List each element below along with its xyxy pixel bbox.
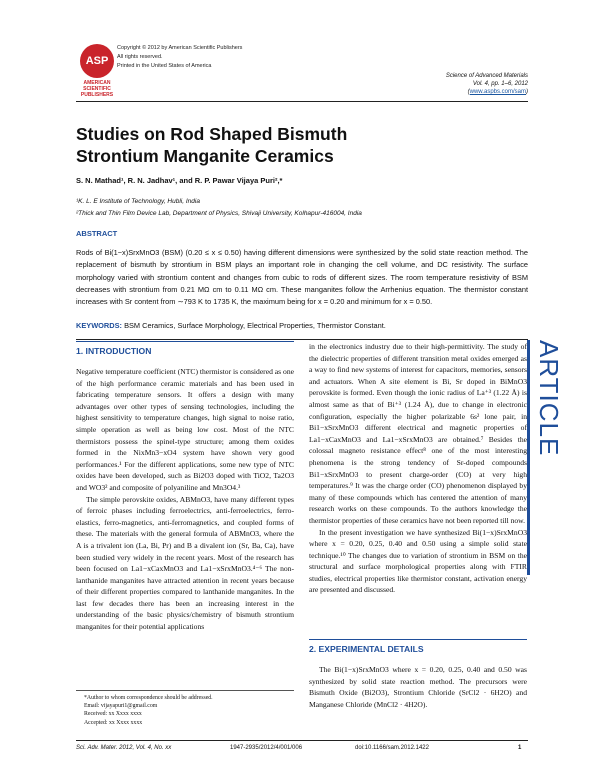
abstract-heading: ABSTRACT	[76, 229, 118, 238]
experimental-heading: 2. EXPERIMENTAL DETAILS	[309, 644, 424, 654]
paragraph: in the electronics industry due to their high-permittivity. The study of the dielectric properties of different transition metal oxides emerged as a way to find new systems of interest for capacitors, memories, sensors and actuators. When A site element is Bi, Sr doped in BiMnO3 perovskite is formed. Even though the ionic radius of La⁺³ (1.22 Å) is almost same as that of Bi⁺³ (1.24 Å), due to change in electronic configuration, especially the higher polarizable 6s² lone pair, in Bi1−xSrxMnO3 different electrical and magnetic properties of La1−xCaxMnO3 and La1−xSrxMnO3 are obtained.⁷ Besides the colossal magneto resistance effect⁸ one of the most interesting phenomena is the strong tendency of Sr-doped compounds Bi1−xSrxMnO3 to present charge-order (CO) at very high temperatures.⁹ It was the charge order (CO) phenomenon displayed by many of these compounds which has centered the attention of many research works on these compounds. To the authors knowledge the thermistor properties of these ceramics have not been reported till now.	[309, 342, 527, 525]
paragraph: The simple perovskite oxides, ABMnO3, have many different types of ferroic phases including ferroelectrics, anti-ferroelectrics, ferro-elastics, ferro-magnetics, anti-ferromagnetics, and coupled forms of these. The materials with the general formula of ABMnO3, where the A is a trivalent ion (La, Bi, Pr) and B a divalent ion (Sr, Ba, Ca), have been studied very widely in the recent years. Most of the research has been focused on La1−xCaxMnO3 and La1−xSrxMnO3.⁴⁻⁶ The non-lanthanide manganites have attracted attention in recent years because of their different properties compared to lanthanide manganites. In the last few decades there has been an increasing interest in the understanding of the basic physics/chemistry of bismuth strontium manganites for their potential applications	[76, 494, 294, 632]
footer-divider	[76, 740, 528, 741]
footnote-rule	[76, 690, 294, 691]
footer-citation: Sci. Adv. Mater. 2012, Vol. 4, No. xx	[76, 745, 172, 751]
keywords-text: BSM Ceramics, Surface Morphology, Electrical Properties, Thermistor Constant.	[124, 321, 386, 330]
journal-url[interactable]: www.aspbs.com/sam	[469, 89, 526, 95]
introduction-heading: 1. INTRODUCTION	[76, 346, 152, 356]
logo-text: AMERICAN SCIENTIFIC PUBLISHERS	[80, 80, 114, 98]
journal-volume: Vol. 4, pp. 1–6, 2012	[472, 81, 528, 87]
affiliation-1: ¹K. L. E Institute of Technology, Hubli, India	[76, 198, 200, 205]
authors: S. N. Mathad¹, R. N. Jadhav¹, and R. P. Pawar Vijaya Puri²,*	[76, 176, 283, 185]
title-line-1: Studies on Rod Shaped Bismuth	[76, 124, 348, 144]
paper-title	[76, 123, 456, 167]
footnote-accepted: Accepted: xx Xxxx xxxx	[84, 719, 143, 726]
journal-info: Science of Advanced Materials Vol. 4, pp. 1–6, 2012 (www.aspbs.com/sam)	[445, 73, 528, 95]
logo-badge: ASP	[80, 44, 114, 78]
journal-name: Science of Advanced Materials	[445, 73, 528, 79]
experimental-text: The Bi(1−x)SrxMnO3 where x = 0.20, 0.25, 0.40 and 0.50 was synthesized by solid state reaction method. The precursors were Bismuth Oxide (Bi2O3), Strontium Chloride (SrCl2 · 6H2O) and Manganese Chloride (MnCl2 · 4H2O).	[309, 665, 527, 709]
copyright-line: Copyright © 2012 by American Scientific Publishers	[117, 45, 243, 51]
affiliation-2: ²Thick and Thin Film Device Lab, Department of Physics, Shivaji University, Kolhapur-416004, India	[76, 210, 362, 217]
title-line-2: Strontium Manganite Ceramics	[76, 146, 334, 166]
affiliations	[76, 196, 362, 220]
footnote	[76, 694, 302, 727]
footer-page-number: 1	[518, 745, 522, 751]
keywords-label: KEYWORDS:	[76, 321, 122, 330]
introduction-left-text	[76, 366, 294, 633]
footnote-received: Received: xx Xxxx xxxx	[84, 711, 142, 718]
article-side-tab	[527, 340, 564, 575]
experimental-rule	[309, 639, 527, 640]
rights-line: All rights reserved.	[117, 54, 163, 60]
publisher-logo	[77, 44, 117, 98]
paragraph: Negative temperature coefficient (NTC) thermistor is considered as one of the high performance ceramic materials and has been used in fabricating temperature sensors. It offers a design with many advantages over other types of sensing technologies, including the highest sensitivity to temperature changes, high signal to noise ratio, simple operation as well as being low cost. Most of the NTC thermistors possess the spinel-type structure; among them oxides formed in the NixMn3−xO4 system have shown very good performances.¹ For the different applications, some new type of NTC oxides have been developed, such as Bi2O3 doped with TiO2, Ta2O3 and WO3² and composite of polyaniline and Mn3O4.³	[76, 367, 294, 492]
left-section-rule	[76, 341, 294, 342]
introduction-right-text	[309, 341, 527, 596]
abstract-text: Rods of Bi(1−x)SrxMnO3 (BSM) (0.20 ≤ x ≤ 0.50) having different dimensions were synthesized by the solid state reaction method. The replacement of bismuth by strontium in BSM plays an important role in changing the cell volume, and DC resistivity. The surface morphology varied with strontium content and changes from cubic to rods of different sizes. The room temperature resistivity of BSM decreases with strontium from 0.21 MΩ cm to 0.11 MΩ cm. These manganites follow the Arrhenius equation. The thermistor constant increases with Sr content from ∼793 K to 1735 K, the maximum being for x = 0.20 and minimum for x = 0.50.	[76, 248, 528, 307]
keywords	[76, 320, 528, 332]
footer-doi: doi:10.1166/sam.2012.1422	[355, 745, 429, 751]
paragraph: In the present investigation we have synthesized Bi(1−x)SrxMnO3 where x = 0.20, 0.25, 0.40 and 0.50 using a simple solid state technique.¹⁰ The changes due to variation of strontium in BSM on the structural and surface morphological properties along with FTIR studies, electrical properties like thermistor constant, activation energy are presented and discussed.	[309, 527, 527, 595]
footer-issn: 1947-2935/2012/4/001/006	[230, 745, 303, 751]
right-column	[309, 341, 527, 709]
header-divider	[76, 101, 528, 102]
abstract-divider	[76, 339, 528, 340]
footnote-email: Email: vijayapuri1@gmail.com	[84, 703, 158, 710]
footnote-corresponding: *Author to whom correspondence should be addressed.	[84, 695, 213, 701]
article-tab-bar	[527, 340, 530, 575]
article-tab-label: ARTICLE	[534, 340, 564, 457]
printed-line: Printed in the United States of America	[117, 63, 212, 69]
publisher-info	[117, 44, 242, 71]
